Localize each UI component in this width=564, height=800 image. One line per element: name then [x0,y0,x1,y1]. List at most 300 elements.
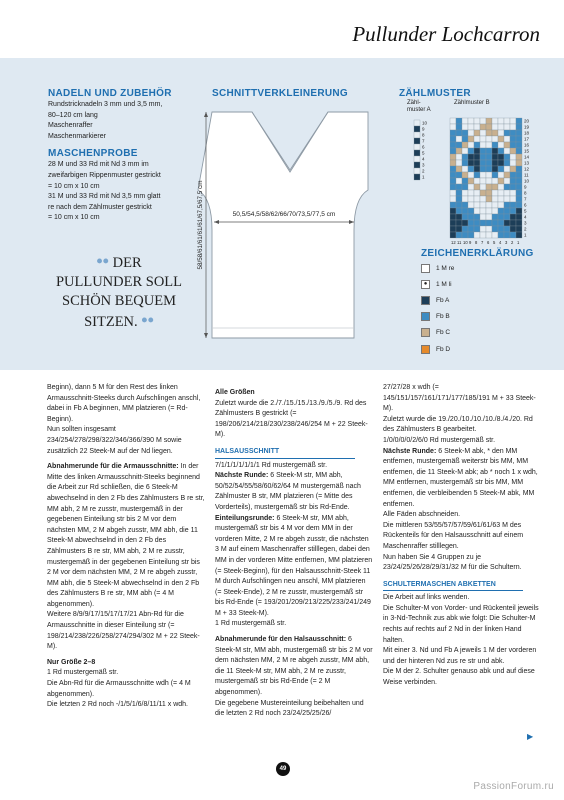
chart-b-cell [516,178,522,184]
legend-swatch [421,345,430,354]
paragraph [215,388,373,399]
chart-b-cell [462,190,468,196]
chart-b-cell [486,190,492,196]
chart-a-row-number: 8 [422,132,425,138]
legend-item-fb-c [421,325,541,341]
quote-open-mark: •• [96,251,109,271]
chart-a-cell [414,144,420,150]
legend [421,260,541,357]
text-column-3 [383,383,541,689]
chart-b-cell [450,178,456,184]
nadeln-line: Maschenmarkierer [48,132,106,140]
chart-b-cell [504,232,510,238]
vest-outline [198,112,368,338]
bold-lead: Einteilungsrunde: [215,514,275,522]
chart-b-cell [468,160,474,166]
chart-b-cell [498,160,504,166]
chart-b-cell [468,154,474,160]
chart-b-cell [450,190,456,196]
chart-b-cell [474,226,480,232]
chart-b-cell [516,190,522,196]
chart-a-cell [414,168,420,174]
chart-b-cell [492,196,498,202]
legend-swatch [421,296,430,305]
chart-b-cell [510,148,516,154]
pull-quote [44,252,194,332]
chart-b-cell [516,214,522,220]
chart-b-cell [450,136,456,142]
chart-b-cell [504,214,510,220]
chart-a-row-number: 4 [422,156,425,162]
chart-b-cell [468,118,474,124]
legend-label: Fb C [436,329,451,337]
chart-b-row-number: 8 [524,190,527,196]
paragraph-text: 6 Steek-M abk, * den MM entfernen, mustergemäß weiterstr bis MM, MM entfernen, die 11 Steek-M abk; ab * noch 1 x wdh, MM entfernen, mustergemäß str bis MM, MM entfernen, die verbleibenden 5 Steek-M abk, MM entfernen. [383,447,538,508]
chart-b-cell [504,124,510,130]
chart-b-cell [486,154,492,160]
chart-a-cell [414,120,420,126]
maschenprobe-line: zweifarbigen Rippenmuster gestrickt [48,171,161,179]
chart-b-cell [492,142,498,148]
chart-b-cell [462,172,468,178]
chart-b-cell [474,190,480,196]
chart-b-cell [510,214,516,220]
chart-a-cell [414,162,420,168]
page-title: Pullunder Lochcarron [352,22,540,46]
chart-b-cell [480,136,486,142]
paragraph: Die Abn-Rd für die Armausschnitte wdh (= 4 M abgenommen). [47,680,191,698]
chart-b-cell [492,220,498,226]
chart-b-cell [492,154,498,160]
chart-b-cell [462,220,468,226]
chart-b-cell [498,202,504,208]
legend-label: 1 M li [436,280,452,288]
chart-b-cell [474,154,480,160]
chart-a-cell [414,126,420,132]
chart-b-cell [498,232,504,238]
zaehlmuster-b-label: Zählmuster B [454,100,490,106]
chart-b-cell [516,172,522,178]
chart-b-cell [486,178,492,184]
chart-b-cell [480,142,486,148]
chart-b-cell [504,196,510,202]
nadeln-line: Maschenraffer [48,122,93,130]
paragraph-text: 6 Steek-M str, MM abh, 50/52/54/55/58/60/62/64 M mustergemäß nach Zählmuster B str, MM platzieren (= Mitte des Vorderteils), mustergemäß str bis Rd-Ende. [215,472,361,511]
chart-b-cell [504,148,510,154]
chart-b-cell [498,172,504,178]
chart-b-cell [474,178,480,184]
paragraph: 7/1/1/1/1/1/1/1 Rd mustergemäß str. [215,461,328,469]
paragraph: 1 Rd mustergemäß str. [47,669,119,677]
maschenprobe-heading: MASCHENPROBE [48,148,138,160]
paragraph: 1 Rd mustergemäß str. [215,620,287,628]
chart-b-row-number: 3 [524,220,527,226]
paragraph: Weitere 8/9/9/17/15/17/17/21 Abn-Rd für die Armausschnitte in dieser Einteilung str (= 198/214/238/226/258/274/294/302 M + 22 Steek-M). [47,611,200,651]
chart-b-cell [504,190,510,196]
chart-b-cell [510,130,516,136]
chart-b-cell [510,172,516,178]
paragraph-text: In der Mitte des linken Armausschnitt-Steeks beginnend die Arbeit zur Rd schließen, die 6 Steek-M abwechselnd in den 2 Fb des Zählmusters B re str, MM abh, 2 M re zusstr, mustergemäß in der gegebenen Einteilung str bis 2 M vor dem nächsten MM, 2 M abgeh zusstr, MM abh, die 11 Steek-M abwechselnd in den 2 Fb des Zählmusters B re str, MM abh, 2 M re zusstr, mustergemäß in der gegebenen Einteilung str bis 2 M vor dem nächsten MM, 2 M re abgeh zusstr, MM abh, die 5 Steek-M abwechselnd in den 2 Fb des Zählmusters B re str, MM abh (= 4 M abgenommen). [47,463,205,608]
chart-b-cell [468,142,474,148]
chart-b-cell [498,166,504,172]
chart-b-cell [456,130,462,136]
chart-b-cell [450,172,456,178]
materials-column [48,88,208,224]
maschenprobe-list [48,160,208,224]
legend-swatch: ● [421,280,430,289]
chart-b-cell [516,130,522,136]
chart-b-cell [486,232,492,238]
chart-b-cell [450,160,456,166]
chart-b-cell [468,220,474,226]
chart-b-cell [474,184,480,190]
chart-b-cell [504,166,510,172]
chart-b-row-number: 2 [524,226,527,232]
paragraph: Die mittleren 53/55/57/57/59/61/61/63 M des Rückenteils für den Halsausschnitt auf einem Maschenraffer stilllegen. [383,521,524,550]
chart-b-cell [462,160,468,166]
chart-b-cell [516,154,522,160]
chart-b-cell [492,124,498,130]
chart-b-cell [450,142,456,148]
paragraph-text: 6 Steek-M str, MM abh, mustergemäß str bis 4 M vor dem MM in der vorderen Mitte, 2 M re abgeh zusstr, die nächsten 3 M auf einem Maschenraffer stilllegen, dabei den MM in der vorderen Mitte entfernen, MM platzieren (= Steek-Beginn), für den Halsausschnitt-Steek 11 M durch Aufschlingen neu anschl, MM platzieren (= Steek-Ende), 2 M re zusstr, mustergemäß str bis Rd-Ende (= 193/201/209/213/225/233/241/249 M + 33 Steek-M). [215,514,373,617]
chart-b-cell [510,202,516,208]
quote-line: DER [112,255,142,271]
chart-b-cell [516,196,522,202]
chart-b-cell [510,166,516,172]
chart-b-row-number: 20 [524,118,530,124]
maschenprobe-line: 28 M und 33 Rd mit Nd 3 mm im [48,161,149,169]
paragraph [215,471,373,513]
paragraph [383,447,541,511]
chart-b-cell [492,226,498,232]
chart-b-cell [492,118,498,124]
chart-b-col-number: 6 [487,240,490,245]
chart-b-cell [510,142,516,148]
paragraph: Mit einer 3. Nd und Fb A jeweils 1 M der vorderen und der hinteren Nd zus re str und abk. [383,647,537,665]
chart-b-cell [450,166,456,172]
zaehlmuster-charts [404,108,564,245]
chart-b-cell [510,154,516,160]
quote-close-mark: •• [141,310,154,330]
chart-b-cell [456,142,462,148]
chart-b-cell [486,208,492,214]
chart-b-cell [474,208,480,214]
legend-item-fb-a [421,292,541,308]
bold-lead: Abnahmerunde für den Halsausschnitt: [215,636,347,644]
chart-b-cell [480,190,486,196]
bold-lead: Nur Größe 2–8 [47,658,96,666]
chart-b-cell [456,202,462,208]
chart-b-cell [486,220,492,226]
chart-b-row-number: 14 [524,154,530,160]
chart-b-cell [492,190,498,196]
chart-b-cell [504,202,510,208]
chart-b-cell [456,148,462,154]
chart-b-cell [450,118,456,124]
chart-b-cell [492,172,498,178]
text-column-1 [47,383,205,711]
chart-b-cell [480,208,486,214]
maschenprobe-line: 31 M und 33 Rd mit Nd 3,5 mm glatt [48,193,161,201]
chart-b-cell [516,142,522,148]
chart-b-cell [474,118,480,124]
chart-b-cell [474,196,480,202]
chart-b-cell [462,196,468,202]
paragraph: Zuletzt wurde die 2./7./15./15./13./9./5./9. Rd des Zählmusters B gestrickt (= 198/206/214/218/230/238/246/254 M + 22 Steek-M). [215,399,368,439]
chart-a-cell [414,156,420,162]
chart-b-cell [498,220,504,226]
chart-b-cell [510,226,516,232]
chart-b-cell [504,208,510,214]
chart-b-cell [456,160,462,166]
chart-b-cell [480,220,486,226]
paragraph: Die M der 2. Schulter genauso abk und auf diese Weise verbinden. [383,668,535,687]
chart-b-cell [516,202,522,208]
paragraph: Alle Fäden abschneiden. [383,511,461,519]
chart-b-cell [498,136,504,142]
chart-b-cell [504,118,510,124]
chart-b-cell [462,202,468,208]
chart-b-cell [504,160,510,166]
page-number: 49 [276,762,290,776]
chart-b-cell [510,136,516,142]
width-label: 50,5/54,5/58/62/66/70/73,5/77,5 cm [232,211,336,218]
chart-b-row-number: 6 [524,202,527,208]
chart-b-cell [492,202,498,208]
chart-b-cell [450,232,456,238]
paragraph: Die Schulter-M von Vorder- und Rückenteil jeweils in 3-Nd-Technik zus abk wie folgt: Die Schulter-M rechts auf rechts auf 2 Nd in der linken Hand halten. [383,604,539,644]
chart-a-row-number: 10 [422,120,428,126]
chart-b-cell [480,184,486,190]
chart-b-cell [456,178,462,184]
chart-b-cell [480,214,486,220]
chart-b-cell [462,148,468,154]
chart-b-cell [492,130,498,136]
bold-lead: Abnahmerunde für die Armausschnitte: [47,463,179,471]
chart-a-cell [414,150,420,156]
chart-b-cell [468,178,474,184]
chart-b-cell [504,136,510,142]
chart-b-row-number: 17 [524,136,530,142]
chart-b-cell [492,160,498,166]
paragraph-text: 6 Steek-M str, MM abh, mustergemäß str bis 2 M vor dem nächsten MM, 2 M re abgeh zusstr, MM abh, die 11 Steek-M str, MM abh, 2 M re zusstr, mustergemäß str bis Rd-Ende (= 2 M abgenommen). [215,636,373,697]
chart-b-cell [498,226,504,232]
chart-b-cell [498,124,504,130]
maschenprobe-line: = 10 cm x 10 cm [48,214,100,222]
chart-b-col-number: 5 [493,240,496,245]
chart-b-cell [486,196,492,202]
chart-b-cell [516,232,522,238]
chart-b-cell [468,226,474,232]
legend-label: Fb D [436,345,451,353]
bold-lead: Alle Größen [215,389,255,396]
chart-b-cell [474,232,480,238]
chart-b-cell [516,160,522,166]
chart-b-cell [498,190,504,196]
chart-b-cell [516,184,522,190]
chart-b-row-number: 5 [524,208,527,214]
legend-label: 1 M re [436,264,455,272]
chart-b-cell [480,124,486,130]
chart-b-row-number: 9 [524,184,527,190]
chart-b-row-number: 4 [524,214,527,220]
chart-b-cell [510,196,516,202]
chart-b-cell [474,202,480,208]
quote-line: SCHÖN BEQUEM [62,293,176,309]
zaehlmuster-a-label: Zähl- muster A [407,100,431,113]
chart-b-col-number: 12 [451,240,456,245]
chart-b-cell [468,136,474,142]
chart-b-cell [516,208,522,214]
chart-b-cell [468,232,474,238]
chart-b-cell [510,124,516,130]
chart-b-cell [468,148,474,154]
chart-b-cell [498,208,504,214]
chart-b-cell [474,148,480,154]
chart-b-cell [456,214,462,220]
chart-b-cell [450,220,456,226]
maschenprobe-line: re nach dem Zählmuster gestrickt [48,203,152,211]
chart-b-cell [516,166,522,172]
quote-line: PULLUNDER SOLL [55,274,183,290]
paragraph: Beginn), dann 5 M für den Rest des linken Armausschnitt-Steeks durch Aufschlingen anschl, dabei in Fb A beginnen, MM platzieren (= Rd-Beginn). [47,384,201,423]
chart-b-col-number: 9 [469,240,472,245]
chart-b-cell [486,160,492,166]
chart-b-cell [504,184,510,190]
chart-a-row-number: 5 [422,150,425,156]
chart-b-cell [456,184,462,190]
chart-a-cell [414,132,420,138]
chart-b-cell [504,226,510,232]
chart-b-cell [492,148,498,154]
chart-b-col-number: 11 [457,240,462,245]
chart-b-cell [462,130,468,136]
chart-b-row-number: 19 [524,124,530,130]
chart-b-cell [486,130,492,136]
chart-b-cell [450,124,456,130]
paragraph [47,462,205,610]
text-column-2 [215,383,373,720]
chart-b-cell [450,214,456,220]
chart-b-cell [510,208,516,214]
nadeln-line: Rundstricknadeln 3 mm und 3,5 mm, [48,101,163,108]
chart-b-row-number: 18 [524,130,530,136]
chart-b-cell [468,172,474,178]
legend-label: Fb A [436,296,450,304]
chart-b-cell [450,196,456,202]
chart-a-row-number: 9 [422,126,425,132]
chart-b-col-number: 4 [499,240,502,245]
chart-b-cell [486,184,492,190]
chart-b-row-number: 15 [524,148,530,154]
chart-b-cell [486,172,492,178]
section-heading: SCHULTERMASCHEN ABKETTEN [383,580,523,592]
chart-b-cell [498,196,504,202]
chart-b-cell [474,172,480,178]
chart-b-cell [468,196,474,202]
chart-b-cell [468,202,474,208]
chart-b-cell [504,220,510,226]
chart-b-cell [504,130,510,136]
chart-b-cell [456,196,462,202]
chart-b-cell [516,220,522,226]
chart-b-cell [498,148,504,154]
chart-b-cell [498,142,504,148]
chart-b-cell [456,220,462,226]
legend-swatch [421,312,430,321]
chart-b-cell [516,226,522,232]
chart-b-cell [456,166,462,172]
chart-b-cell [480,196,486,202]
chart-b-cell [510,160,516,166]
height-label: 58/58/61/61/61/61/67,5/67,5 cm [197,180,204,270]
chart-b-cell [480,226,486,232]
chart-b-row-number: 10 [524,178,530,184]
paragraph [47,658,205,669]
chart-b-cell [492,166,498,172]
chart-b-cell [456,232,462,238]
chart-b-cell [450,208,456,214]
chart-b-row-number: 11 [524,172,529,178]
chart-b-cell [516,118,522,124]
chart-b-cell [492,232,498,238]
chart-b-cell [468,190,474,196]
chart-b-cell [510,178,516,184]
bold-lead: Nächste Runde: [383,447,437,455]
chart-b-cell [510,184,516,190]
chart-b-cell [492,214,498,220]
chart-b-cell [486,226,492,232]
chart-b-cell [474,214,480,220]
nadeln-heading: NADELN UND ZUBEHÖR [48,88,172,99]
chart-b-col-number: 2 [511,240,514,245]
chart-b-cell [486,118,492,124]
chart-b-cell [516,124,522,130]
paragraph: Zuletzt wurde die 19./20./10./10./10./8./4./20. Rd des Zählmusters B gearbeitet. [383,415,533,434]
chart-b-cell [456,226,462,232]
legend-item-1m-re [421,260,541,276]
chart-b-cell [474,124,480,130]
chart-b-cell [486,124,492,130]
chart-b-cell [456,190,462,196]
paragraph [215,514,373,620]
chart-b-cell [462,118,468,124]
chart-a-row-number: 2 [422,168,425,174]
chart-b-cell [510,190,516,196]
maschenprobe-line: = 10 cm x 10 cm [48,182,100,190]
chart-b-col-number: 8 [475,240,478,245]
chart-b-cell [468,130,474,136]
chart-b-cell [450,202,456,208]
chart-b-cell [474,166,480,172]
chart-b-cell [492,184,498,190]
chart-b-cell [462,124,468,130]
chart-b-cell [486,148,492,154]
chart-b-cell [486,142,492,148]
chart-b-cell [480,232,486,238]
chart-b-cell [480,178,486,184]
chart-b-cell [474,130,480,136]
chart-b-cell [468,184,474,190]
chart-a-cell [414,138,420,144]
chart-b-cell [468,124,474,130]
chart-b-cell [456,172,462,178]
chart-b-cell [480,130,486,136]
chart-b-cell [456,124,462,130]
watermark: PassionForum.ru [473,781,554,792]
legend-swatch [421,264,430,273]
chart-b-cell [504,172,510,178]
